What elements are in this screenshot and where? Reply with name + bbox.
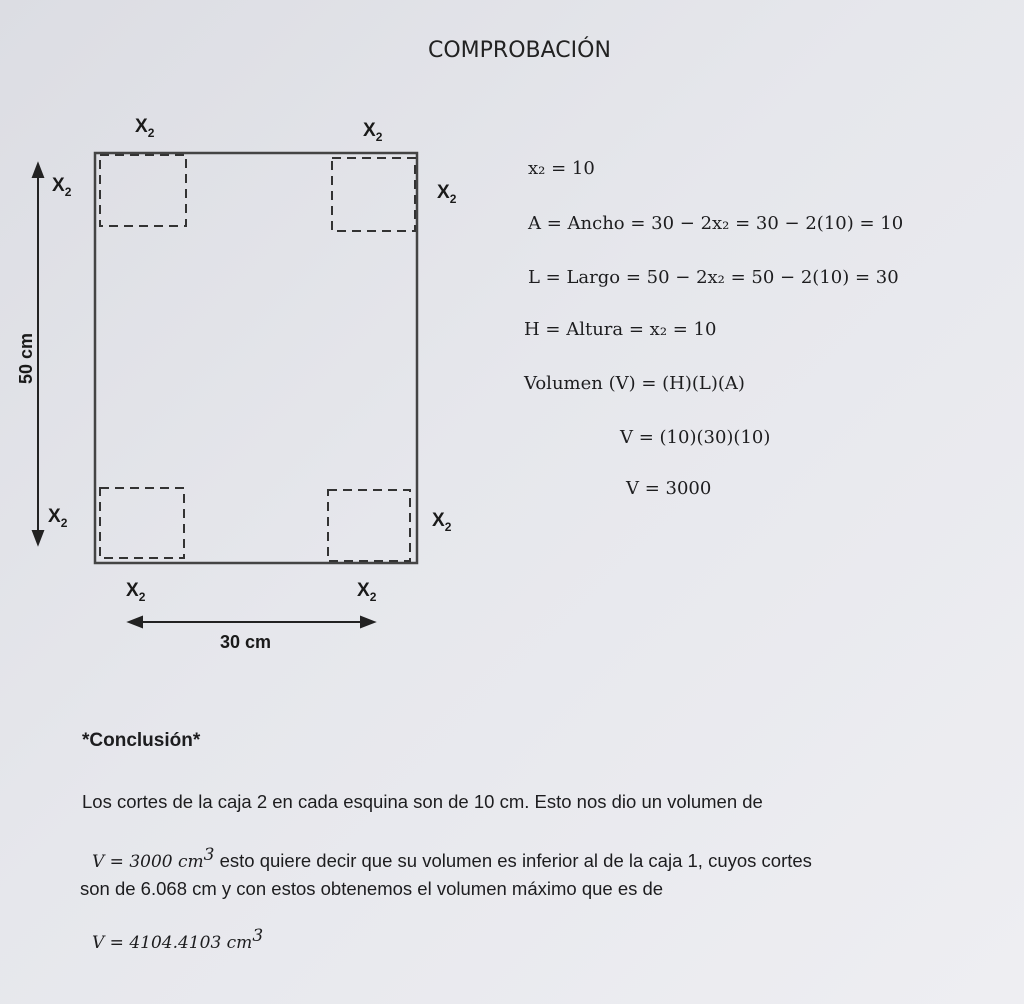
equation-x2: x₂ = 10 xyxy=(528,158,595,179)
corner-label-top-left: $X_2$ xyxy=(135,116,155,140)
equation-ancho: A = Ancho = 30 − 2x₂ = 30 − 2(10) = 10 xyxy=(528,213,904,234)
corner-label-right-bottom: $X_2$ xyxy=(432,510,452,534)
corner-cut-top-right xyxy=(332,158,415,231)
corner-cut-bottom-left xyxy=(100,488,184,558)
corner-label-right-top: $X_2$ xyxy=(437,182,457,206)
corner-label-bottom-right: $X_2$ xyxy=(357,580,377,604)
corner-cut-top-left xyxy=(100,155,186,226)
height-label: 50 cm xyxy=(16,332,36,384)
conclusion-line-1: Los cortes de la caja 2 en cada esquina son de 10 cm. Esto nos dio un volumen de xyxy=(82,791,763,812)
corner-label-top-right: $X_2$ xyxy=(363,120,383,144)
corner-cut-bottom-right xyxy=(328,490,410,561)
equation-altura: H = Altura = x₂ = 10 xyxy=(524,319,717,340)
conclusion-line-4: V = 4104.4103 $cm^3$ xyxy=(92,926,264,954)
equation-volumen: Volumen (V) = (H)(L)(A) xyxy=(524,373,745,394)
corner-label-left-bottom: $X_2$ xyxy=(48,506,68,530)
equation-volume-product: V = (10)(30)(10) xyxy=(620,427,771,448)
sheet-outline xyxy=(95,153,417,563)
volume-maximo: V = 4104.4103 cm xyxy=(92,933,253,954)
conclusion-heading: *Conclusión* xyxy=(82,730,201,751)
width-arrow xyxy=(129,617,374,627)
width-label: 30 cm xyxy=(220,632,272,652)
conclusion-line-3: son de 6.068 cm y con estos obtenemos el volumen máximo que es de xyxy=(80,878,664,899)
equation-volume-result: V = 3000 xyxy=(626,478,712,499)
volume-caja-2: V = 3000 cm xyxy=(92,852,204,873)
corner-label-bottom-left: $X_2$ xyxy=(126,580,146,604)
equation-largo: L = Largo = 50 − 2x₂ = 50 − 2(10) = 30 xyxy=(528,267,899,288)
page-title: COMPROBACIÓN xyxy=(428,38,611,63)
conclusion-line-2: V = 3000 $cm^3$ esto quiere decir que su volumen es inferior al de la caja 1, cuyos cortes xyxy=(92,845,812,873)
corner-label-left-top: $X_2$ xyxy=(52,175,72,199)
